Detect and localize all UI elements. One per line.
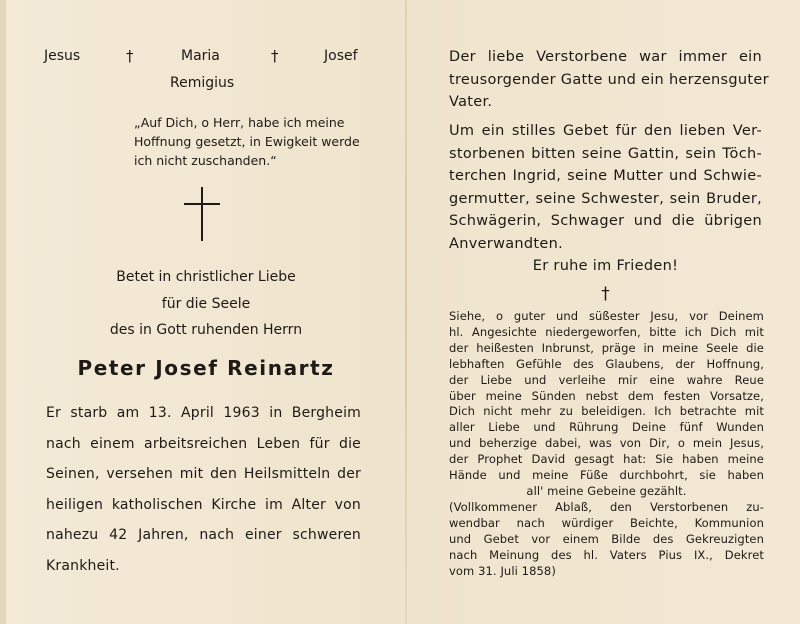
bio-line: nahezu 42 Jahren, nach einer schweren [46, 527, 361, 543]
prayer-request [66, 264, 346, 344]
header-cross-2: † [271, 47, 279, 65]
bio-line: Krankheit. [46, 557, 120, 574]
mourners-line: terchen Ingrid, seine Mutter und Schwie- [449, 168, 762, 184]
biography [46, 398, 361, 581]
prayer-text-line: lebhaften Gefühle des Glaubens, der Hoffnung, [449, 356, 764, 371]
prayer-text-line: der heißesten Inbrunst, präge in meine Seele die [449, 340, 764, 355]
quote-line: Hoffnung gesetzt, in Ewigkeit werde [134, 134, 360, 149]
first-name: Remigius [170, 75, 235, 91]
prayer-text-line: über meine Sünden nebst dem festen Vorsatze, [449, 388, 764, 403]
prayer-text [449, 309, 764, 579]
prayer-text-line: Siehe, o guter und süßester Jesu, vor Deinem [449, 309, 764, 323]
prayer-text-line: hl. Angesichte niedergeworfen, bitte ich Dich mit [449, 324, 764, 339]
prayer-text-line: Dich nicht mehr zu beleidigen. Ich betrachte mit [449, 404, 764, 419]
indulgence-line: (Vollkommener Ablaß, den Verstorbenen zu- [449, 499, 764, 514]
prayer-text-line: aller Liebe und Rührung Deine fünf Wunden [449, 420, 764, 435]
indulgence-line: und Gebet vor einem Bilde des Gekreuzigten [449, 531, 764, 546]
indulgence-line: wendbar nach würdiger Beichte, Kommunion [449, 515, 764, 530]
prayer-text-line: all' meine Gebeine gezählt. [526, 483, 687, 498]
prayer-line: Betet in christlicher Liebe [116, 269, 296, 285]
quote-line: ich nicht zuschanden.“ [134, 153, 277, 168]
prayer-text-line: der Liebe und verleihe mir eine wahre Reue [449, 372, 764, 387]
bio-line: nach einem arbeitsreichen Leben für die [46, 435, 361, 452]
tribute-line: treusorgender Gatte und ein herzensguter [449, 71, 769, 88]
tribute-paragraph [449, 46, 769, 114]
deceased-name: Peter Josef Reinartz [77, 356, 335, 380]
indulgence-line: vom 31. Juli 1858) [449, 563, 556, 578]
indulgence-line: nach Meinung des hl. Vaters Pius IX., Dekret [449, 547, 764, 562]
mourners-line: Anverwandten. [449, 235, 564, 252]
prayer-text-line: der Prophet David gesagt hat: Sie haben meine [449, 452, 764, 467]
tribute-line: Vater. [449, 94, 493, 110]
header-cross-1: † [126, 47, 134, 65]
mourners-line: Schwägerin, Schwager und die übrigen [449, 213, 762, 229]
prayer-line: für die Seele [161, 295, 251, 312]
header-maria: Maria [181, 48, 220, 64]
mourners-line: storbenen bitten seine Gattin, sein Töch- [449, 145, 762, 162]
prayer-line: des in Gott ruhenden Herrn [109, 322, 303, 338]
mourners-line: Um ein stilles Gebet für den lieben Ver- [449, 123, 762, 139]
tribute-line: Der liebe Verstorbene war immer ein [449, 49, 762, 65]
mourners-paragraph [449, 120, 762, 255]
card-fold [405, 0, 407, 624]
prayer-text-line: Hände und meine Füße durchbohrt, sie haben [449, 468, 764, 483]
prayer-text-line: und beherzige dabei, was von Dir, o mein Jesus, [449, 436, 764, 451]
quote-line: „Auf Dich, o Herr, habe ich meine [134, 115, 345, 130]
header-jesus: Jesus [44, 48, 81, 64]
mourners-line: germutter, seine Schwester, sein Bruder, [449, 190, 762, 207]
rest-in-peace: Er ruhe im Frieden! [532, 258, 679, 274]
header-josef: Josef [324, 48, 358, 64]
bio-line: heiligen katholischen Kirche im Alter von [46, 496, 361, 513]
bio-line: Seinen, versehen mit den Heilsmitteln der [46, 466, 361, 482]
bio-line: Er starb am 13. April 1963 in Bergheim [46, 405, 361, 421]
bible-quote [134, 113, 360, 170]
small-cross-icon: † [601, 284, 610, 304]
